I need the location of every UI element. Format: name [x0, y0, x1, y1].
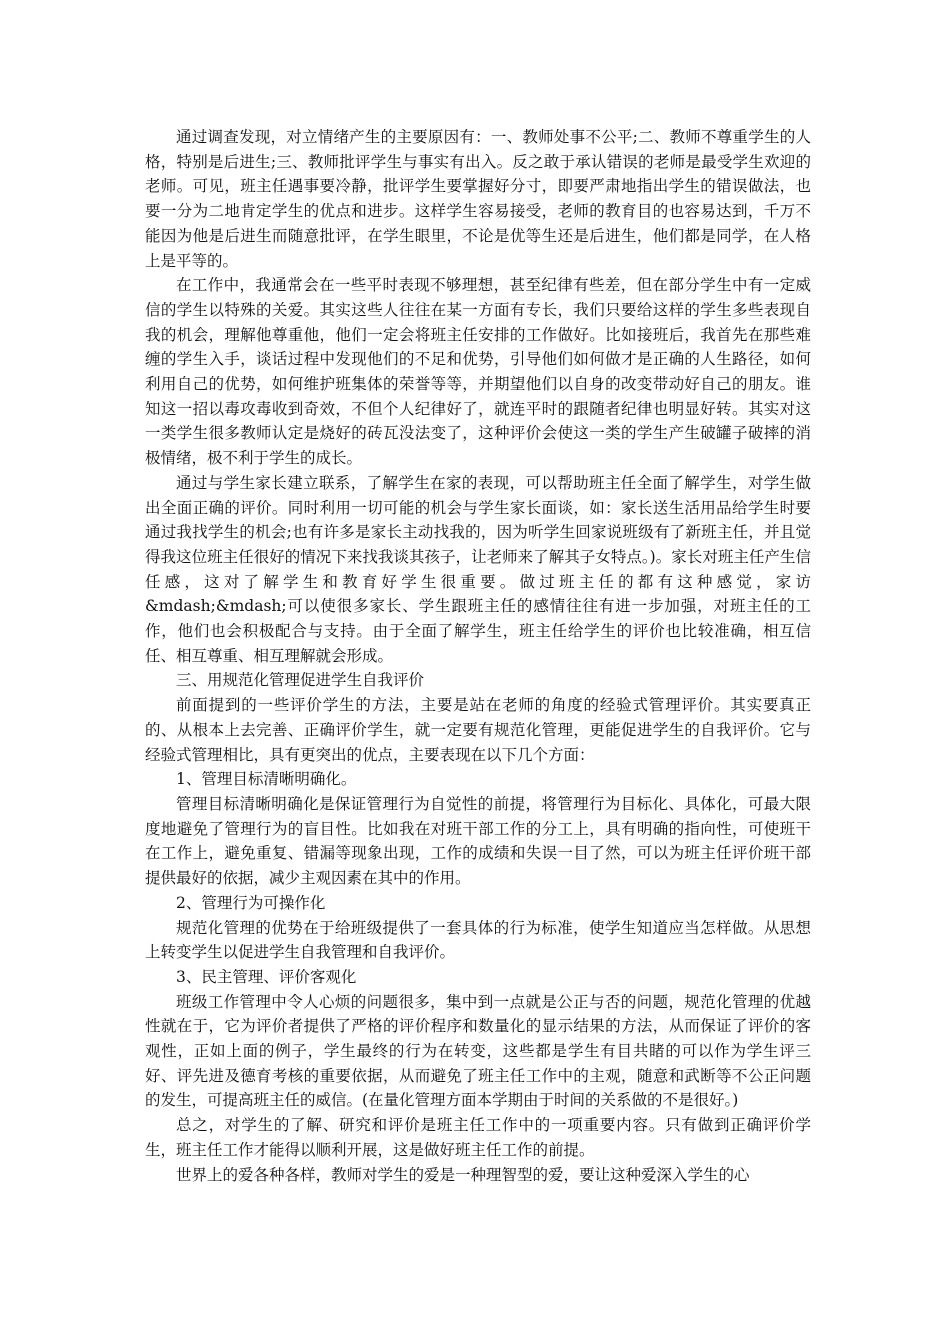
paragraph-clear-goals: 管理目标清晰明确化是保证管理行为自觉性的前提，将管理行为目标化、具体化，可最大限度地避免了管理行为的盲目性。比如我在对班干部工作的分工上，具有明确的指向性，可使班干在工作上，避免重复、错漏等现象出现，工作的成绩和失误一目了然，可以为班主任评价班干部提供最好的依据，减少主观因素在其中的作用。: [145, 794, 811, 888]
paragraph-objective-evaluation: 班级工作管理中令人心烦的问题很多，集中到一点就是公正与否的问题，规范化管理的优越性就在于，它为评价者提供了严格的评价程序和数量化的显示结果的方法，从而保证了评价的客观性，正如上面的例子，学生最终的行为在转变，这些都是学生有目共睹的可以作为学生评三好、评先进及德育考核的重要依据，从而避免了班主任工作中的主观，随意和武断等不公正问题的发生，可提高班主任的威信。(在量化管理方面本学期由于时间的关系做的不是很好。): [145, 992, 811, 1110]
paragraph-standardized-management: 前面提到的一些评价学生的方法，主要是站在老师的角度的经验式管理评价。其实要真正的、从根本上去完善、正确评价学生，就一定要有规范化管理，更能促进学生的自我评价。它与经验式管理相比，具有更突出的优点，主要表现在以下几个方面：: [145, 696, 811, 764]
subheading-3: 3、民主管理、评价客观化: [176, 967, 357, 986]
subheading-1: 1、管理目标清晰明确化。: [176, 770, 357, 789]
paragraph-causes-of-opposition: 通过调查发现，对立情绪产生的主要原因有：一、教师处事不公平;二、教师不尊重学生的人格，特别是后进生;三、教师批评学生与事实有出入。反之敢于承认错误的老师是最受学生欢迎的老师。可见，班主任遇事要冷静，批评学生要掌握好分寸，即要严肃地指出学生的错误做法，也要一分为二地肯定学生的优点和进步。这样学生容易接受，老师的教育目的也容易达到，千万不能因为他是后进生而随意批评，在学生眼里，不论是优等生还是后进生，他们都是同学，在人格上是平等的。: [145, 128, 811, 270]
section-heading-3: 三、用规范化管理促进学生自我评价: [176, 671, 425, 690]
paragraph-special-care: 在工作中，我通常会在一些平时表现不够理想，甚至纪律有些差，但在部分学生中有一定威信的学生以特殊的关爱。其实这些人往往在某一方面有专长，我们只要给这样的学生多些表现自我的机会，理解他尊重他，他们一定会将班主任安排的工作做好。比如接班后，我首先在那些难缠的学生入手，谈话过程中发现他们的不足和优势，引导他们如何做才是正确的人生路径，如何利用自己的优势，如何维护班集体的荣誉等等，并期望他们以自身的改变带动好自己的朋友。谁知这一招以毒攻毒收到奇效，不但个人纪律好了，就连平时的跟随者纪律也明显好转。其实对这一类学生很多教师认定是烧好的砖瓦没法变了，这种评价会使这一类的学生产生破罐子破摔的消极情绪，极不利于学生的成长。: [145, 276, 811, 468]
paragraph-parent-contact: 通过与学生家长建立联系，了解学生在家的表现，可以帮助班主任全面了解学生，对学生做出全面正确的评价。同时利用一切可能的机会与学生家长面谈，如：家长送生活用品给学生时要通过我找学生的机会;也有许多是家长主动找我的，因为听学生回家说班级有了新班主任，并且觉得我这位班主任很好的情况下来找我谈其孩子，让老师来了解其子女特点。)。家长对班主任产生信任感，这对了解学生和教育好学生很重要。做过班主任的都有这种感觉，家访&mdash;&mdash;可以使很多家长、学生跟班主任的感情往往有进一步加强，对班主任的工作，他们也会积极配合与支持。由于全面了解学生，班主任给学生的评价也比较准确，相互信任、相互尊重、相互理解就会形成。: [145, 473, 811, 665]
paragraph-love-of-teacher: 世界上的爱各种各样，教师对学生的爱是一种理智型的爱，要让这种爱深入学生的心: [176, 1165, 750, 1184]
document-page: [145, 125, 811, 1187]
subheading-2: 2、管理行为可操作化: [176, 893, 326, 912]
paragraph-summary: 总之，对学生的了解、研究和评价是班主任工作中的一项重要内容。只有做到正确评价学生，班主任工作才能得以顺利开展，这是做好班主任工作的前提。: [145, 1116, 811, 1159]
paragraph-operability: 规范化管理的优势在于给班级提供了一套具体的行为标准，使学生知道应当怎样做。从思想上转变学生以促进学生自我管理和自我评价。: [145, 918, 811, 962]
